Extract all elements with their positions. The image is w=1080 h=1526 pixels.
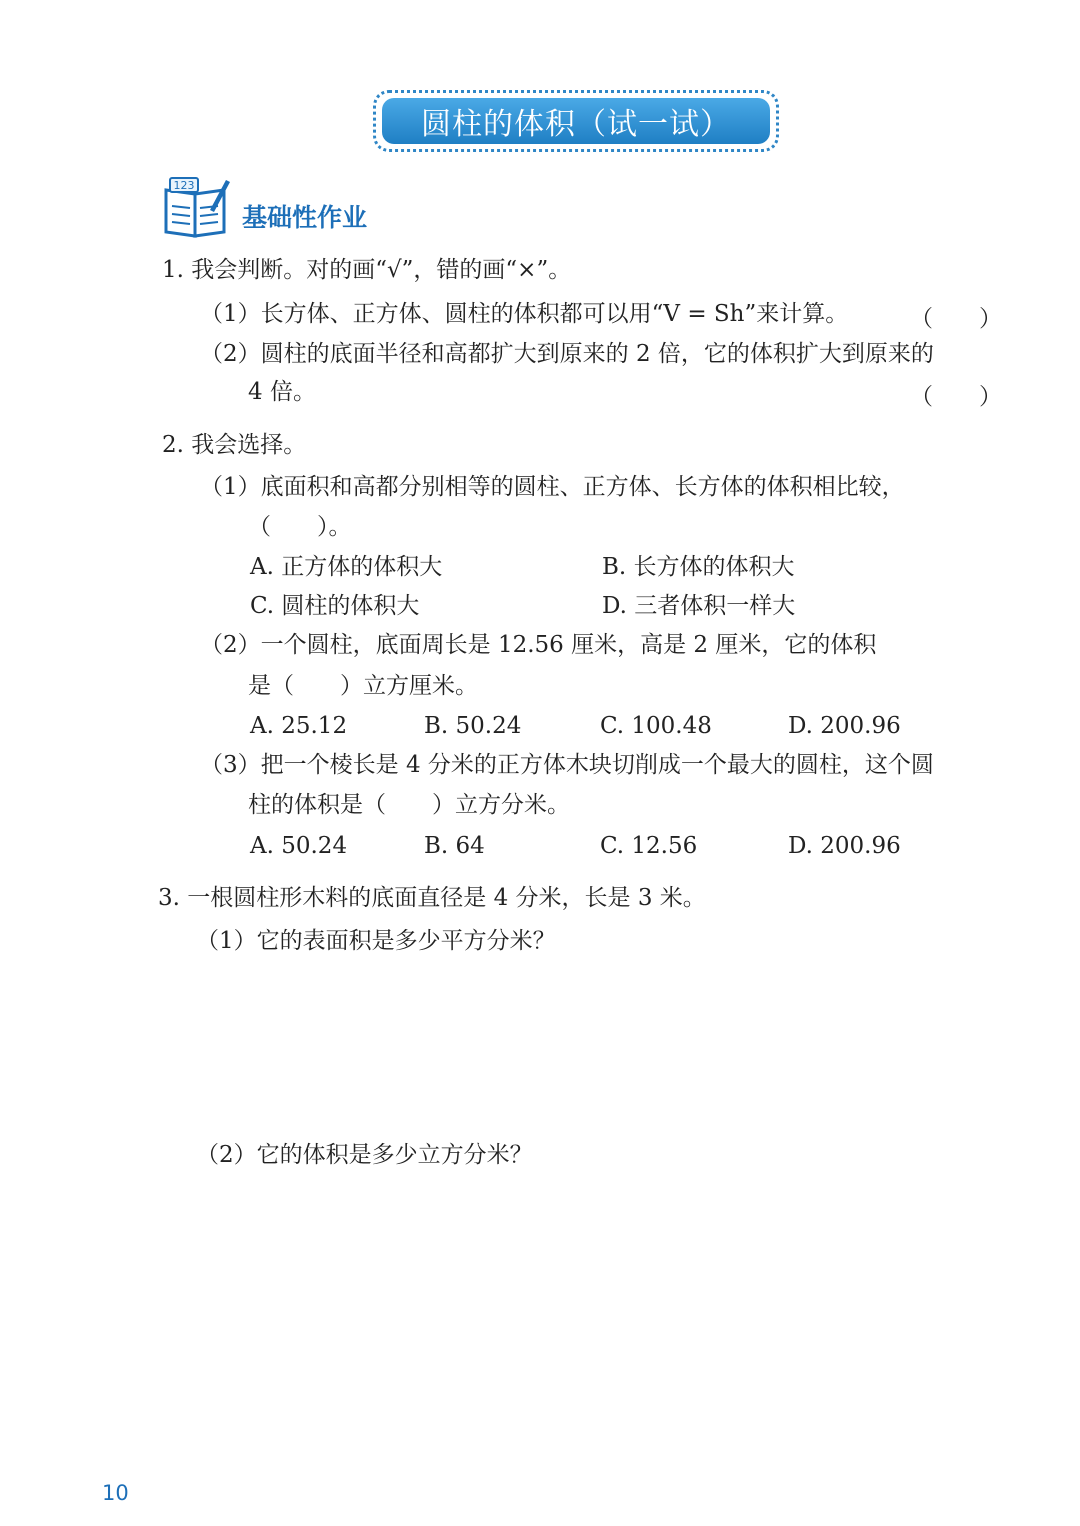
q2-sub3-option-d[interactable]: D. 200.96 xyxy=(788,833,901,859)
q2-stem: 2. 我会选择。 xyxy=(162,432,307,458)
q2-sub3-option-a[interactable]: A. 50.24 xyxy=(250,833,348,859)
q2-sub1-option-b[interactable]: B. 长方体的体积大 xyxy=(602,554,795,580)
q2-sub2-text: （2）一个圆柱，底面周长是 12.56 厘米，高是 2 厘米，它的体积 xyxy=(200,632,877,658)
q2-sub1-answer-blank[interactable]: （ ）。 xyxy=(248,514,352,540)
q2-sub3-text: （3）把一个棱长是 4 分米的正方体木块切削成一个最大的圆柱，这个圆 xyxy=(200,752,934,778)
page-number: 10 xyxy=(102,1481,129,1505)
homework-book-icon xyxy=(162,176,232,238)
q3-sub2-text: （2）它的体积是多少立方分米？ xyxy=(196,1142,533,1168)
q1-stem: 1. 我会判断。对的画“√”，错的画“×”。 xyxy=(162,257,572,283)
q2-sub2-option-d[interactable]: D. 200.96 xyxy=(788,713,901,739)
q3-sub1-text: （1）它的表面积是多少平方分米？ xyxy=(196,928,556,954)
title-banner xyxy=(373,90,779,152)
q1-item1-answer-blank[interactable]: （ ） xyxy=(910,306,1002,332)
page-title: 圆柱的体积（试一试） xyxy=(382,98,770,144)
q2-sub2-option-c[interactable]: C. 100.48 xyxy=(600,713,712,739)
q2-sub2-text-cont: 是（ ）立方厘米。 xyxy=(248,673,478,699)
q2-sub3-option-c[interactable]: C. 12.56 xyxy=(600,833,698,859)
q2-sub1-option-c[interactable]: C. 圆柱的体积大 xyxy=(250,593,420,619)
q3-sub1-answer-area[interactable] xyxy=(196,970,996,1120)
q2-sub3-text-cont: 柱的体积是（ ）立方分米。 xyxy=(248,792,570,818)
q2-sub1-text: （1）底面积和高都分别相等的圆柱、正方体、长方体的体积相比较， xyxy=(200,474,905,500)
q1-item1-text: （1）长方体、正方体、圆柱的体积都可以用“V = Sh”来计算。 xyxy=(200,301,849,327)
q3-stem: 3. 一根圆柱形木料的底面直径是 4 分米，长是 3 米。 xyxy=(158,885,706,911)
book-icon-digits: 123 xyxy=(173,179,195,192)
q1-item2-answer-blank[interactable]: （ ） xyxy=(910,384,1002,410)
q2-sub1-option-d[interactable]: D. 三者体积一样大 xyxy=(602,593,796,619)
q1-item2-text: （2）圆柱的底面半径和高都扩大到原来的 2 倍，它的体积扩大到原来的 xyxy=(200,341,934,367)
q2-sub2-option-b[interactable]: B. 50.24 xyxy=(424,713,522,739)
q2-sub3-option-b[interactable]: B. 64 xyxy=(424,833,485,859)
q2-sub2-option-a[interactable]: A. 25.12 xyxy=(250,713,348,739)
q3-sub2-answer-area[interactable] xyxy=(196,1185,996,1445)
q2-sub1-option-a[interactable]: A. 正方体的体积大 xyxy=(250,554,443,580)
section-title: 基础性作业 xyxy=(242,203,368,232)
q1-item2-text-cont: 4 倍。 xyxy=(248,379,316,405)
